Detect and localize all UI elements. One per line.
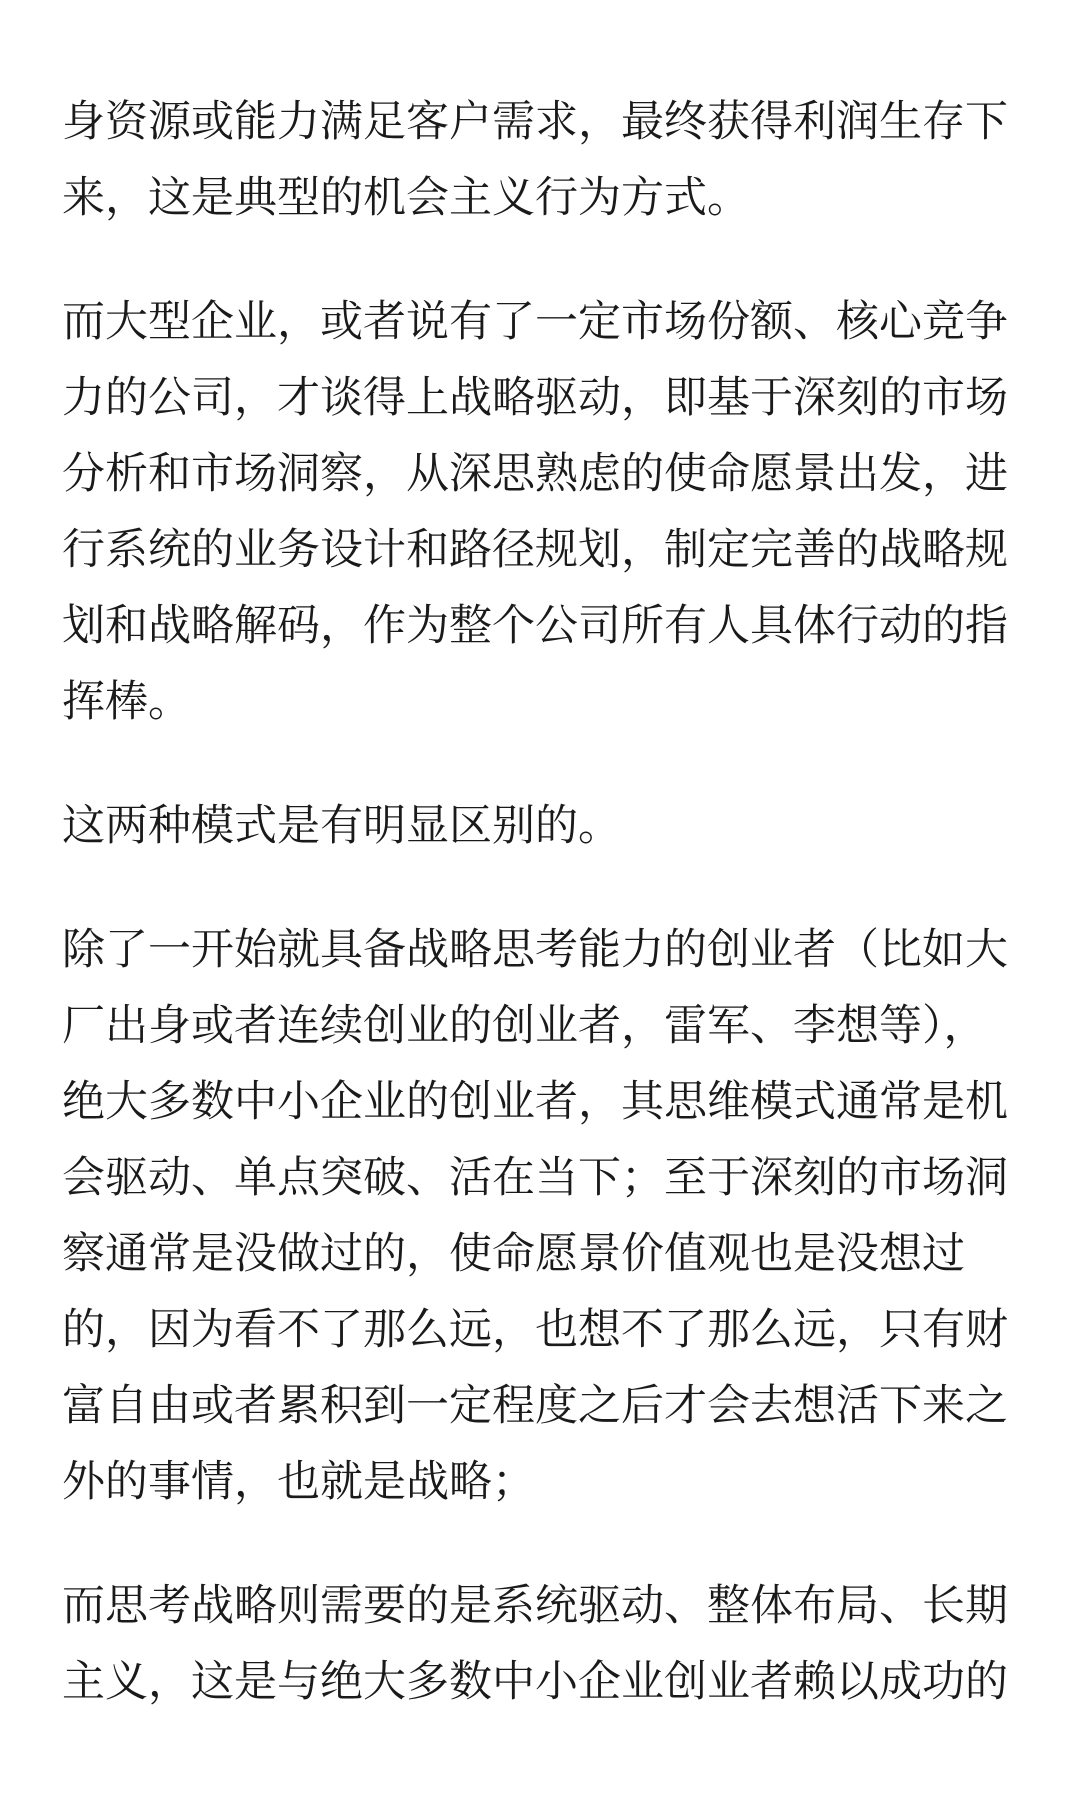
text-line: 挥棒。 (62, 677, 191, 727)
paragraph-3 (62, 788, 1022, 864)
text-line: 绝大多数中小企业的创业者，其思维模式通常是机 (62, 1077, 1008, 1127)
text-line: 身资源或能力满足客户需求，最终获得利润生存下 (62, 97, 1008, 147)
text-line: 而思考战略则需要的是系统驱动、整体布局、长期 (62, 1581, 1008, 1631)
text-line: 会驱动、单点突破、活在当下；至于深刻的市场洞 (62, 1153, 1008, 1203)
text-line: 力的公司，才谈得上战略驱动，即基于深刻的市场 (62, 373, 1008, 423)
paragraph-5 (62, 1568, 1022, 1720)
paragraph-1 (62, 84, 1022, 236)
text-line: 厂出身或者连续创业的创业者，雷军、李想等）， (62, 1001, 987, 1051)
text-line: 富自由或者累积到一定程度之后才会去想活下来之 (62, 1381, 1008, 1431)
text-line: 外的事情，也就是战略； (62, 1457, 535, 1507)
text-line: 分析和市场洞察，从深思熟虑的使命愿景出发，进 (62, 449, 1008, 499)
article-body (62, 84, 1022, 1720)
text-line: 的，因为看不了那么远，也想不了那么远，只有财 (62, 1305, 1008, 1355)
text-line: 来，这是典型的机会主义行为方式。 (62, 173, 750, 223)
text-line: 行系统的业务设计和路径规划，制定完善的战略规 (62, 525, 1008, 575)
text-line: 这两种模式是有明显区别的。 (62, 801, 621, 851)
text-line: 划和战略解码，作为整个公司所有人具体行动的指 (62, 601, 1008, 651)
text-line: 除了一开始就具备战略思考能力的创业者（比如大 (62, 925, 1008, 975)
paragraph-2 (62, 284, 1022, 740)
text-line: 主义，这是与绝大多数中小企业创业者赖以成功的 (62, 1657, 1008, 1707)
paragraph-4 (62, 912, 1022, 1520)
text-line: 察通常是没做过的，使命愿景价值观也是没想过 (62, 1229, 965, 1279)
text-line: 而大型企业，或者说有了一定市场份额、核心竞争 (62, 297, 1008, 347)
